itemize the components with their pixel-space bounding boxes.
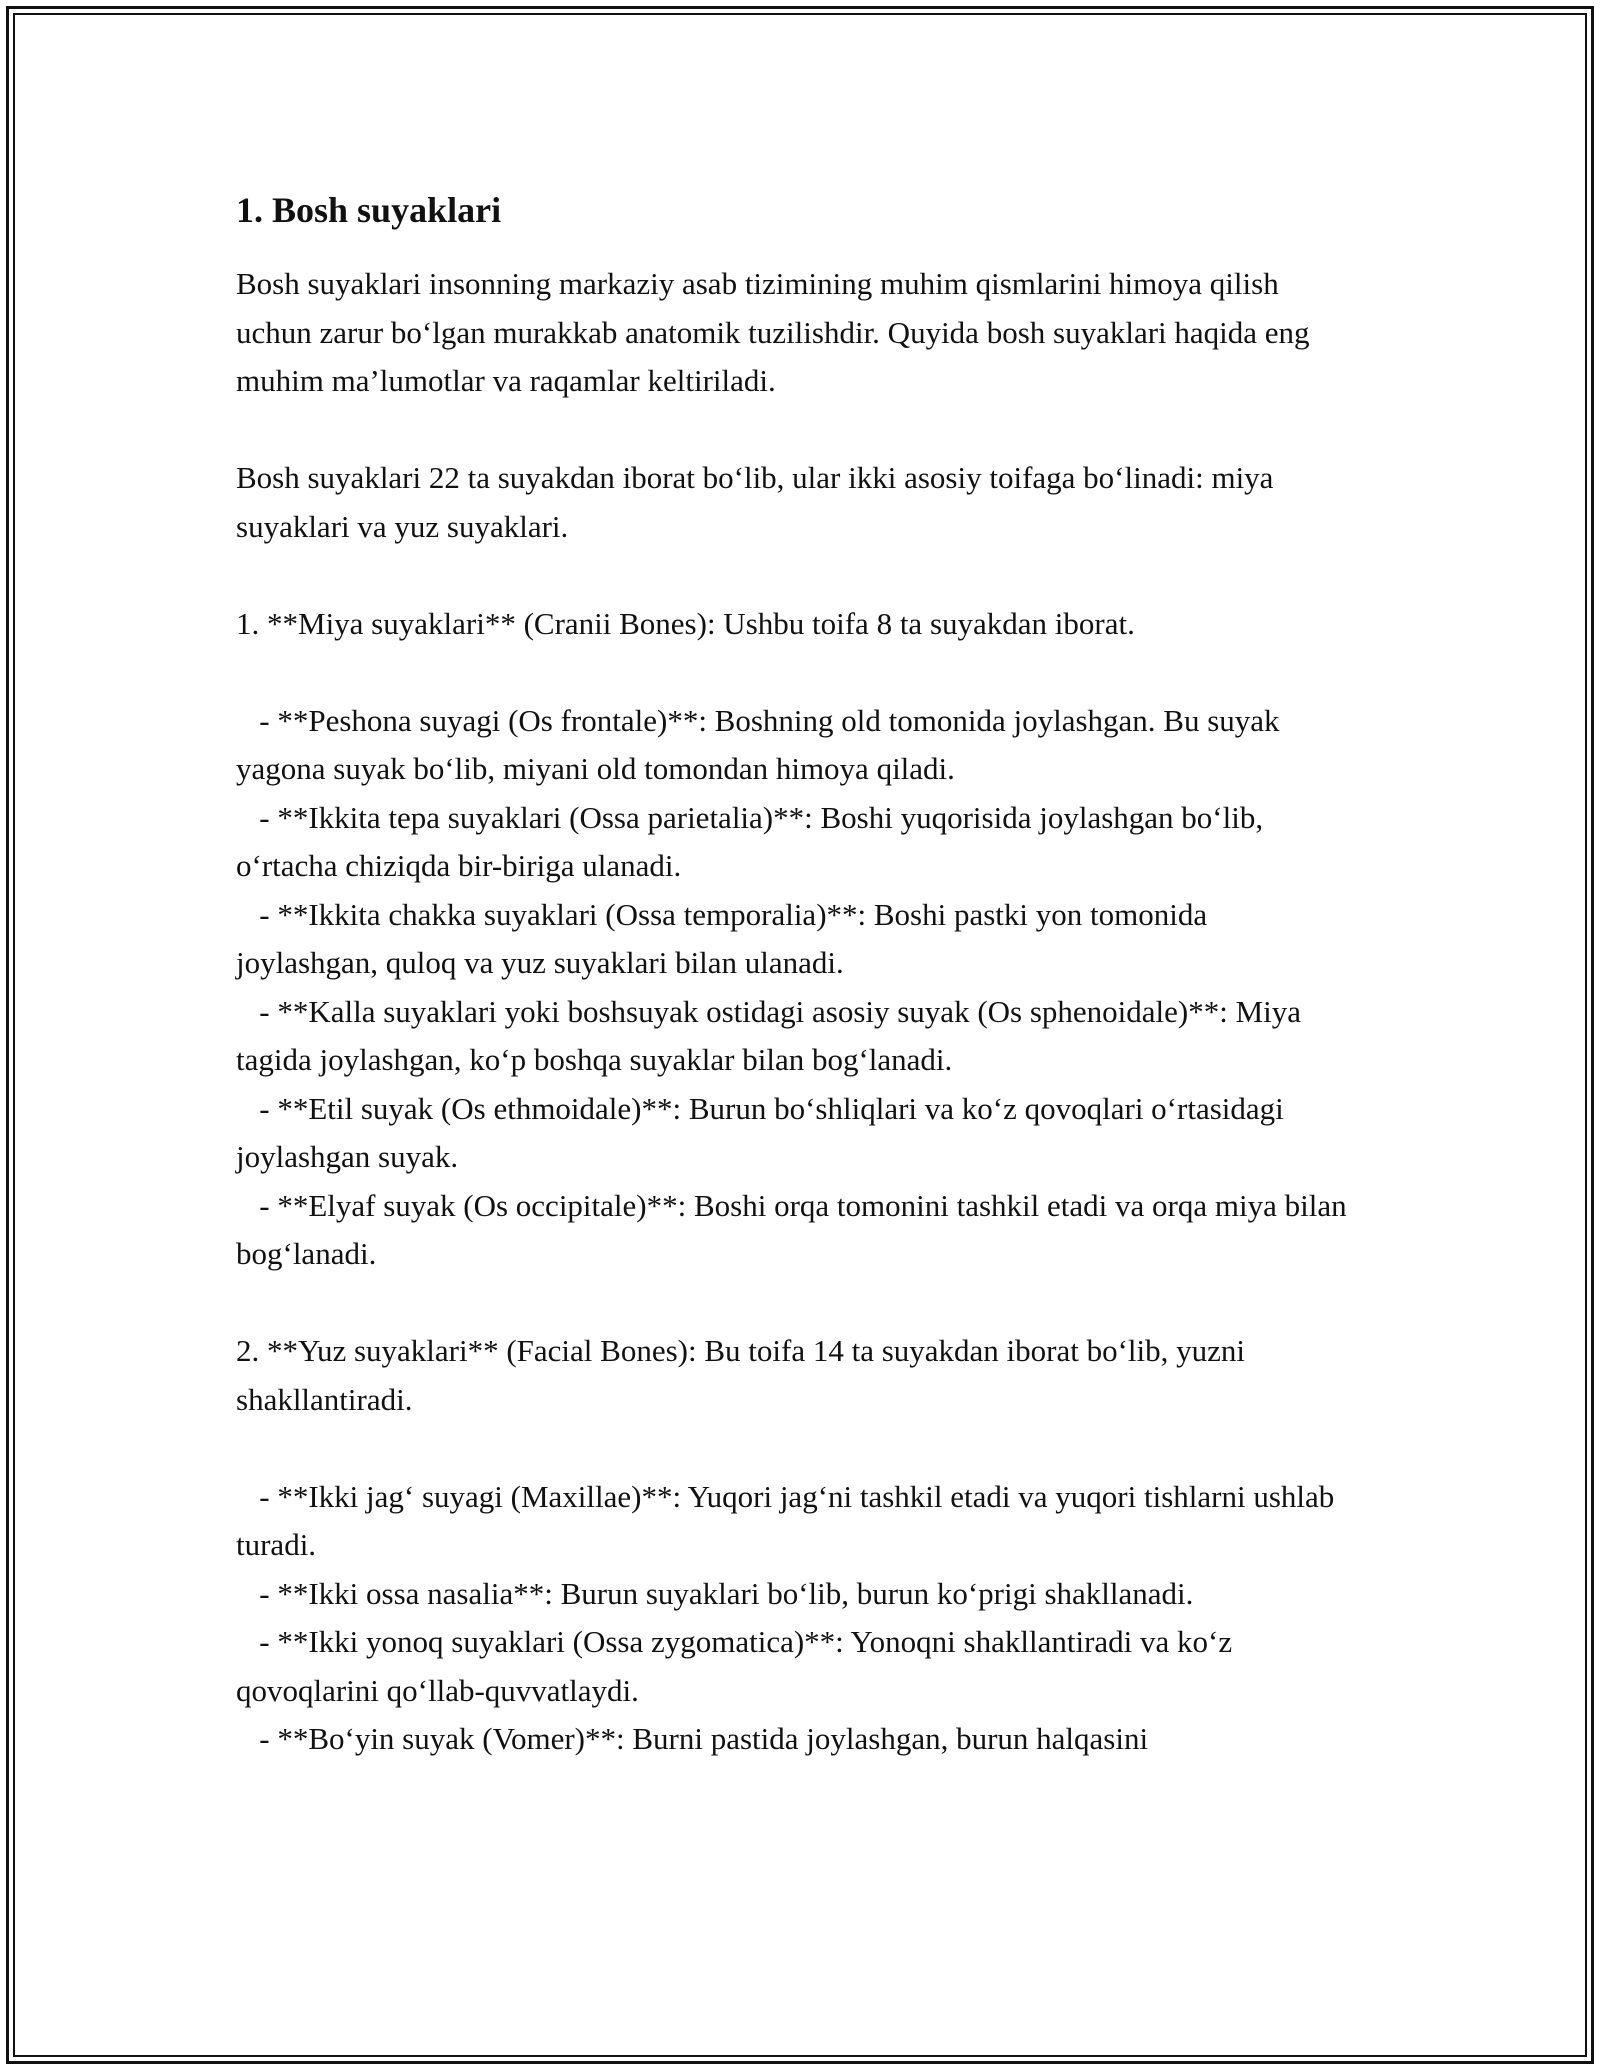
- intro-paragraph: Bosh suyaklari insonning markaziy asab tizimining muhim qismlarini himoya qilish uchun zarur bo‘lgan murakkab anatomik tuzilishdir. Quyida bosh suyaklari haqida eng muhim ma’lumotlar va raqamlar keltiriladi.: [236, 266, 1310, 398]
- paragraph-spacer: [236, 1279, 1356, 1328]
- list-item-frontal: [236, 697, 1356, 794]
- list-item-occipital: [236, 1182, 1356, 1279]
- list-item-parietal: [236, 794, 1356, 891]
- list-item-text: - **Elyaf suyak (Os occipitale)**: Boshi orqa tomonini tashkil etadi va orqa miya bilan bog‘lanadi.: [236, 1187, 1347, 1271]
- list-item-nasal: [236, 1570, 1356, 1619]
- list-item-text: - **Etil suyak (Os ethmoidale)**: Burun bo‘shliqlari va ko‘z qovoqlari o‘rtasidagi joylashgan suyak.: [236, 1090, 1284, 1174]
- list-item-text: - **Ikkita chakka suyaklari (Ossa temporalia)**: Boshi pastki yon tomonida joylashgan, quloq va yuz suyaklari bilan ulanadi.: [236, 896, 1208, 980]
- list-item-vomer: [236, 1715, 1356, 1764]
- list-item-text: - **Peshona suyagi (Os frontale)**: Boshning old tomonida joylashgan. Bu suyak yagona suyak bo‘lib, miyani old tomondan himoya qiladi.: [236, 702, 1280, 786]
- list-item-ethmoid: [236, 1085, 1356, 1182]
- facial-bones-title: 2. **Yuz suyaklari** (Facial Bones): Bu toifa 14 ta suyakdan iborat bo‘lib, yuzni shakllantiradi.: [236, 1333, 1246, 1417]
- list-item-text: - **Bo‘yin suyak (Vomer)**: Burni pastida joylashgan, burun halqasini: [259, 1721, 1149, 1756]
- list-item-text: - **Ikki jag‘ suyagi (Maxillae)**: Yuqori jag‘ni tashkil etadi va yuqori tishlarni ushlab turadi.: [236, 1478, 1335, 1562]
- list-item-text: - **Ikki yonoq suyaklari (Ossa zygomatica)**: Yonoqni shakllantiradi va ko‘z qovoqlarini qo‘llab-quvvatlaydi.: [236, 1624, 1233, 1708]
- cranial-bones-title: 1. **Miya suyaklari** (Cranii Bones): Ushbu toifa 8 ta suyakdan iborat.: [236, 605, 1135, 641]
- list-item-text: - **Ikkita tepa suyaklari (Ossa parietalia)**: Boshi yuqorisida joylashgan bo‘lib, o‘rtacha chiziqda bir-biriga ulanadi.: [236, 799, 1264, 883]
- overview-paragraph: Bosh suyaklari 22 ta suyakdan iborat bo‘lib, ular ikki asosiy toifaga bo‘linadi: miya suyaklari va yuz suyaklari.: [236, 460, 1274, 544]
- list-item-zygomatic: [236, 1618, 1356, 1715]
- list-item-maxillae: [236, 1473, 1356, 1570]
- paragraph-spacer: [236, 648, 1356, 697]
- paragraph-spacer: [236, 551, 1356, 600]
- paragraph-spacer: [236, 1424, 1356, 1473]
- list-item-text: - **Ikki ossa nasalia**: Burun suyaklari bo‘lib, burun ko‘prigi shakllanadi.: [259, 1575, 1194, 1611]
- section-heading: 1. Bosh suyaklari: [236, 190, 502, 230]
- list-item-temporal: [236, 891, 1356, 988]
- list-item-sphenoid: [236, 988, 1356, 1085]
- document-body: [236, 186, 1356, 1764]
- list-item-text: - **Kalla suyaklari yoki boshsuyak ostidagi asosiy suyak (Os sphenoidale)**: Miya tagida joylashgan, ko‘p boshqa suyaklar bilan bog‘lanadi.: [236, 993, 1302, 1077]
- paragraph-spacer: [236, 406, 1356, 455]
